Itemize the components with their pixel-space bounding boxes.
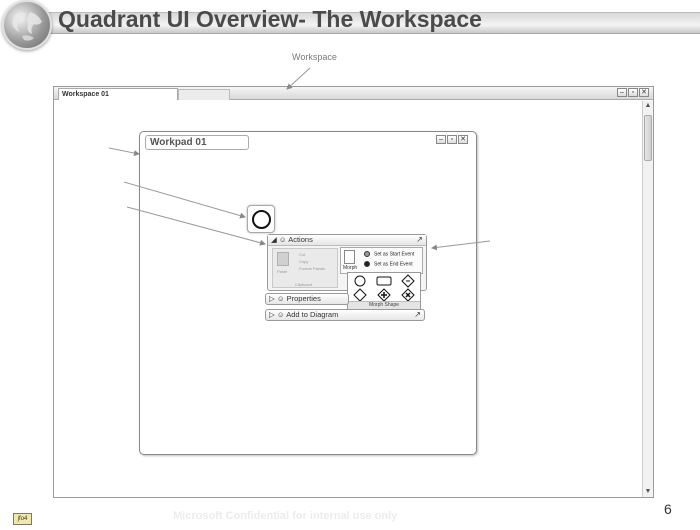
confidential-footer: Microsoft Confidential for internal use only (173, 510, 398, 522)
circle-shape-icon (355, 276, 365, 286)
close-icon[interactable]: ✕ (639, 88, 649, 97)
minimize-icon[interactable]: – (436, 135, 446, 144)
maximize-icon[interactable]: ▫ (628, 88, 638, 97)
scrollbar-thumb[interactable] (644, 115, 652, 161)
diamond-shape-icon (354, 289, 366, 301)
cut-button[interactable]: Cut (299, 252, 306, 257)
exclusive-gateway-icon (402, 289, 414, 301)
set-end-event-button[interactable]: Set as End Event (364, 261, 413, 267)
actions-panel-header[interactable] (268, 235, 426, 246)
actions-icon: ☺ (278, 235, 287, 244)
set-start-event-button[interactable]: Set as Start Event (364, 251, 414, 257)
parallel-gateway-icon (378, 289, 390, 301)
workpad-window-controls (436, 135, 468, 144)
morph-page-icon[interactable] (344, 250, 355, 264)
properties-icon: ☺ (276, 294, 285, 303)
workspace-tab-new[interactable] (178, 89, 230, 100)
workpad-title[interactable]: Workpad 01 (145, 135, 249, 150)
workspace-vertical-scrollbar[interactable] (642, 101, 653, 497)
scroll-down-icon[interactable]: ▼ (644, 488, 652, 495)
properties-panel[interactable] (265, 293, 349, 305)
minimize-icon[interactable]: – (617, 88, 627, 97)
rectangle-shape-icon (377, 277, 391, 285)
start-event-circle (252, 210, 271, 229)
design-shape[interactable] (247, 205, 275, 233)
morph-group (340, 247, 423, 274)
annotation-workspace: Workspace (292, 52, 337, 62)
gateway-shape-icon (402, 275, 414, 287)
add-icon: ☺ (276, 310, 285, 319)
actions-header-label: Actions (288, 235, 313, 244)
slide-title: Quadrant UI Overview- The Workspace (58, 6, 482, 32)
maximize-icon[interactable]: ▫ (447, 135, 457, 144)
clipboard-group (272, 248, 338, 288)
workspace-tab[interactable]: Workspace 01 (58, 88, 178, 100)
end-event-icon (364, 261, 370, 267)
morph-shape-gallery[interactable] (347, 272, 421, 310)
page-number: 6 (664, 501, 672, 517)
paste-label[interactable]: Paste (277, 269, 288, 274)
workspace-tab-bar (54, 87, 653, 100)
expand-triangle-icon: ▷ (269, 310, 275, 319)
format-painter-button[interactable]: Format Painter (299, 266, 326, 271)
copy-button[interactable]: Copy (299, 259, 309, 264)
expand-arrow-icon[interactable]: ↗ (414, 310, 421, 319)
slide-header (0, 0, 700, 50)
logo-badge: jfo4 (13, 513, 32, 525)
morph-button[interactable]: Morph (343, 265, 358, 271)
add-to-diagram-panel[interactable] (265, 309, 425, 321)
collapse-triangle-icon: ◢ (271, 235, 277, 244)
expand-triangle-icon: ▷ (269, 294, 275, 303)
morph-shape-caption: Morph Shape (348, 301, 420, 309)
add-to-diagram-label: Add to Diagram (286, 310, 339, 319)
properties-label: Properties (286, 294, 321, 303)
paste-icon[interactable] (277, 252, 289, 266)
globe-icon (2, 0, 52, 50)
close-icon[interactable]: ✕ (458, 135, 468, 144)
clipboard-group-label: Clipboard (295, 282, 313, 287)
workspace-window-controls (617, 88, 649, 97)
start-event-icon (364, 251, 370, 257)
scroll-up-icon[interactable]: ▲ (644, 102, 652, 109)
expand-arrow-icon[interactable]: ↗ (416, 235, 423, 244)
